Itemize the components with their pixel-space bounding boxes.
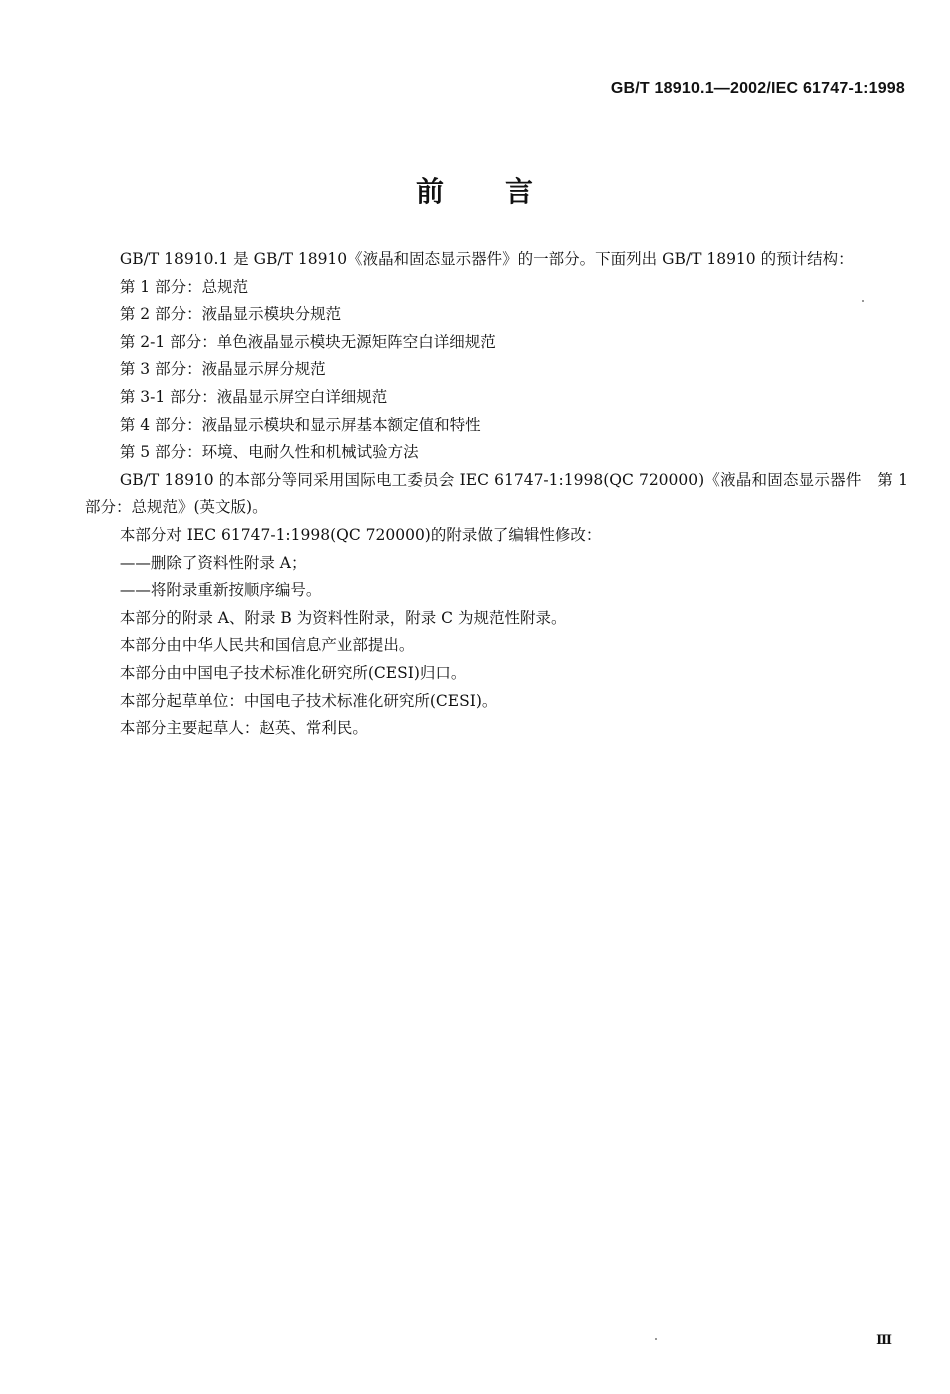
list-item-part-2-1: 第 2-1 部分：单色液晶显示模块无源矩阵空白详细规范 — [119, 332, 496, 351]
list-item-part-3: 第 3 部分：液晶显示屏分规范 — [119, 360, 326, 379]
page-title — [0, 170, 950, 210]
list-item-part-1: 第 1 部分：总规范 — [119, 277, 249, 296]
paragraph-drafting-unit: 本部分起草单位：中国电子技术标准化研究所(CESI)。 — [119, 691, 498, 710]
modification-item-1: ——删除了资料性附录 A； — [119, 553, 307, 572]
paragraph-centralized: 本部分由中国电子技术标准化研究所(CESI)归口。 — [119, 663, 467, 682]
paragraph-modifications: 本部分对 IEC 61747-1:1998(QC 720000)的附录做了编辑性修改： — [119, 525, 602, 544]
paragraph-annexes: 本部分的附录 A、附录 B 为资料性附录，附录 C 为规范性附录。 — [119, 608, 567, 627]
paragraph-intro: GB/T 18910.1 是 GB/T 18910《液晶和固态显示器件》的一部分。下面列出 GB/T 18910 的预计结构： — [119, 250, 854, 268]
title-char-1: 前 — [415, 175, 445, 208]
list-item-part-2: 第 2 部分：液晶显示模块分规范 — [119, 305, 342, 324]
scan-speck — [862, 300, 864, 302]
scan-speck — [655, 1338, 657, 1340]
modification-item-2: ——将附录重新按顺序编号。 — [119, 581, 322, 600]
list-item-part-3-1: 第 3-1 部分：液晶显示屏空白详细规范 — [119, 387, 388, 406]
page-number: Ⅲ — [876, 1333, 892, 1348]
foreword-body — [85, 246, 908, 743]
list-item-part-4: 第 4 部分：液晶显示模块和显示屏基本额定值和特性 — [119, 415, 481, 434]
list-item-part-5: 第 5 部分：环境、电耐久性和机械试验方法 — [119, 443, 419, 462]
paragraph-proposer: 本部分由中华人民共和国信息产业部提出。 — [119, 636, 415, 655]
standard-number-header: GB/T 18910.1—2002/IEC 61747-1:1998 — [610, 80, 905, 97]
title-char-2: 言 — [505, 175, 535, 208]
paragraph-adoption: GB/T 18910 的本部分等同采用国际电工委员会 IEC 61747-1:1998(QC 720000)《液晶和固态显示器件 第 1 部分：总规范》(英文版)。 — [85, 470, 908, 517]
paragraph-drafters: 本部分主要起草人：赵英、常利民。 — [119, 719, 368, 738]
